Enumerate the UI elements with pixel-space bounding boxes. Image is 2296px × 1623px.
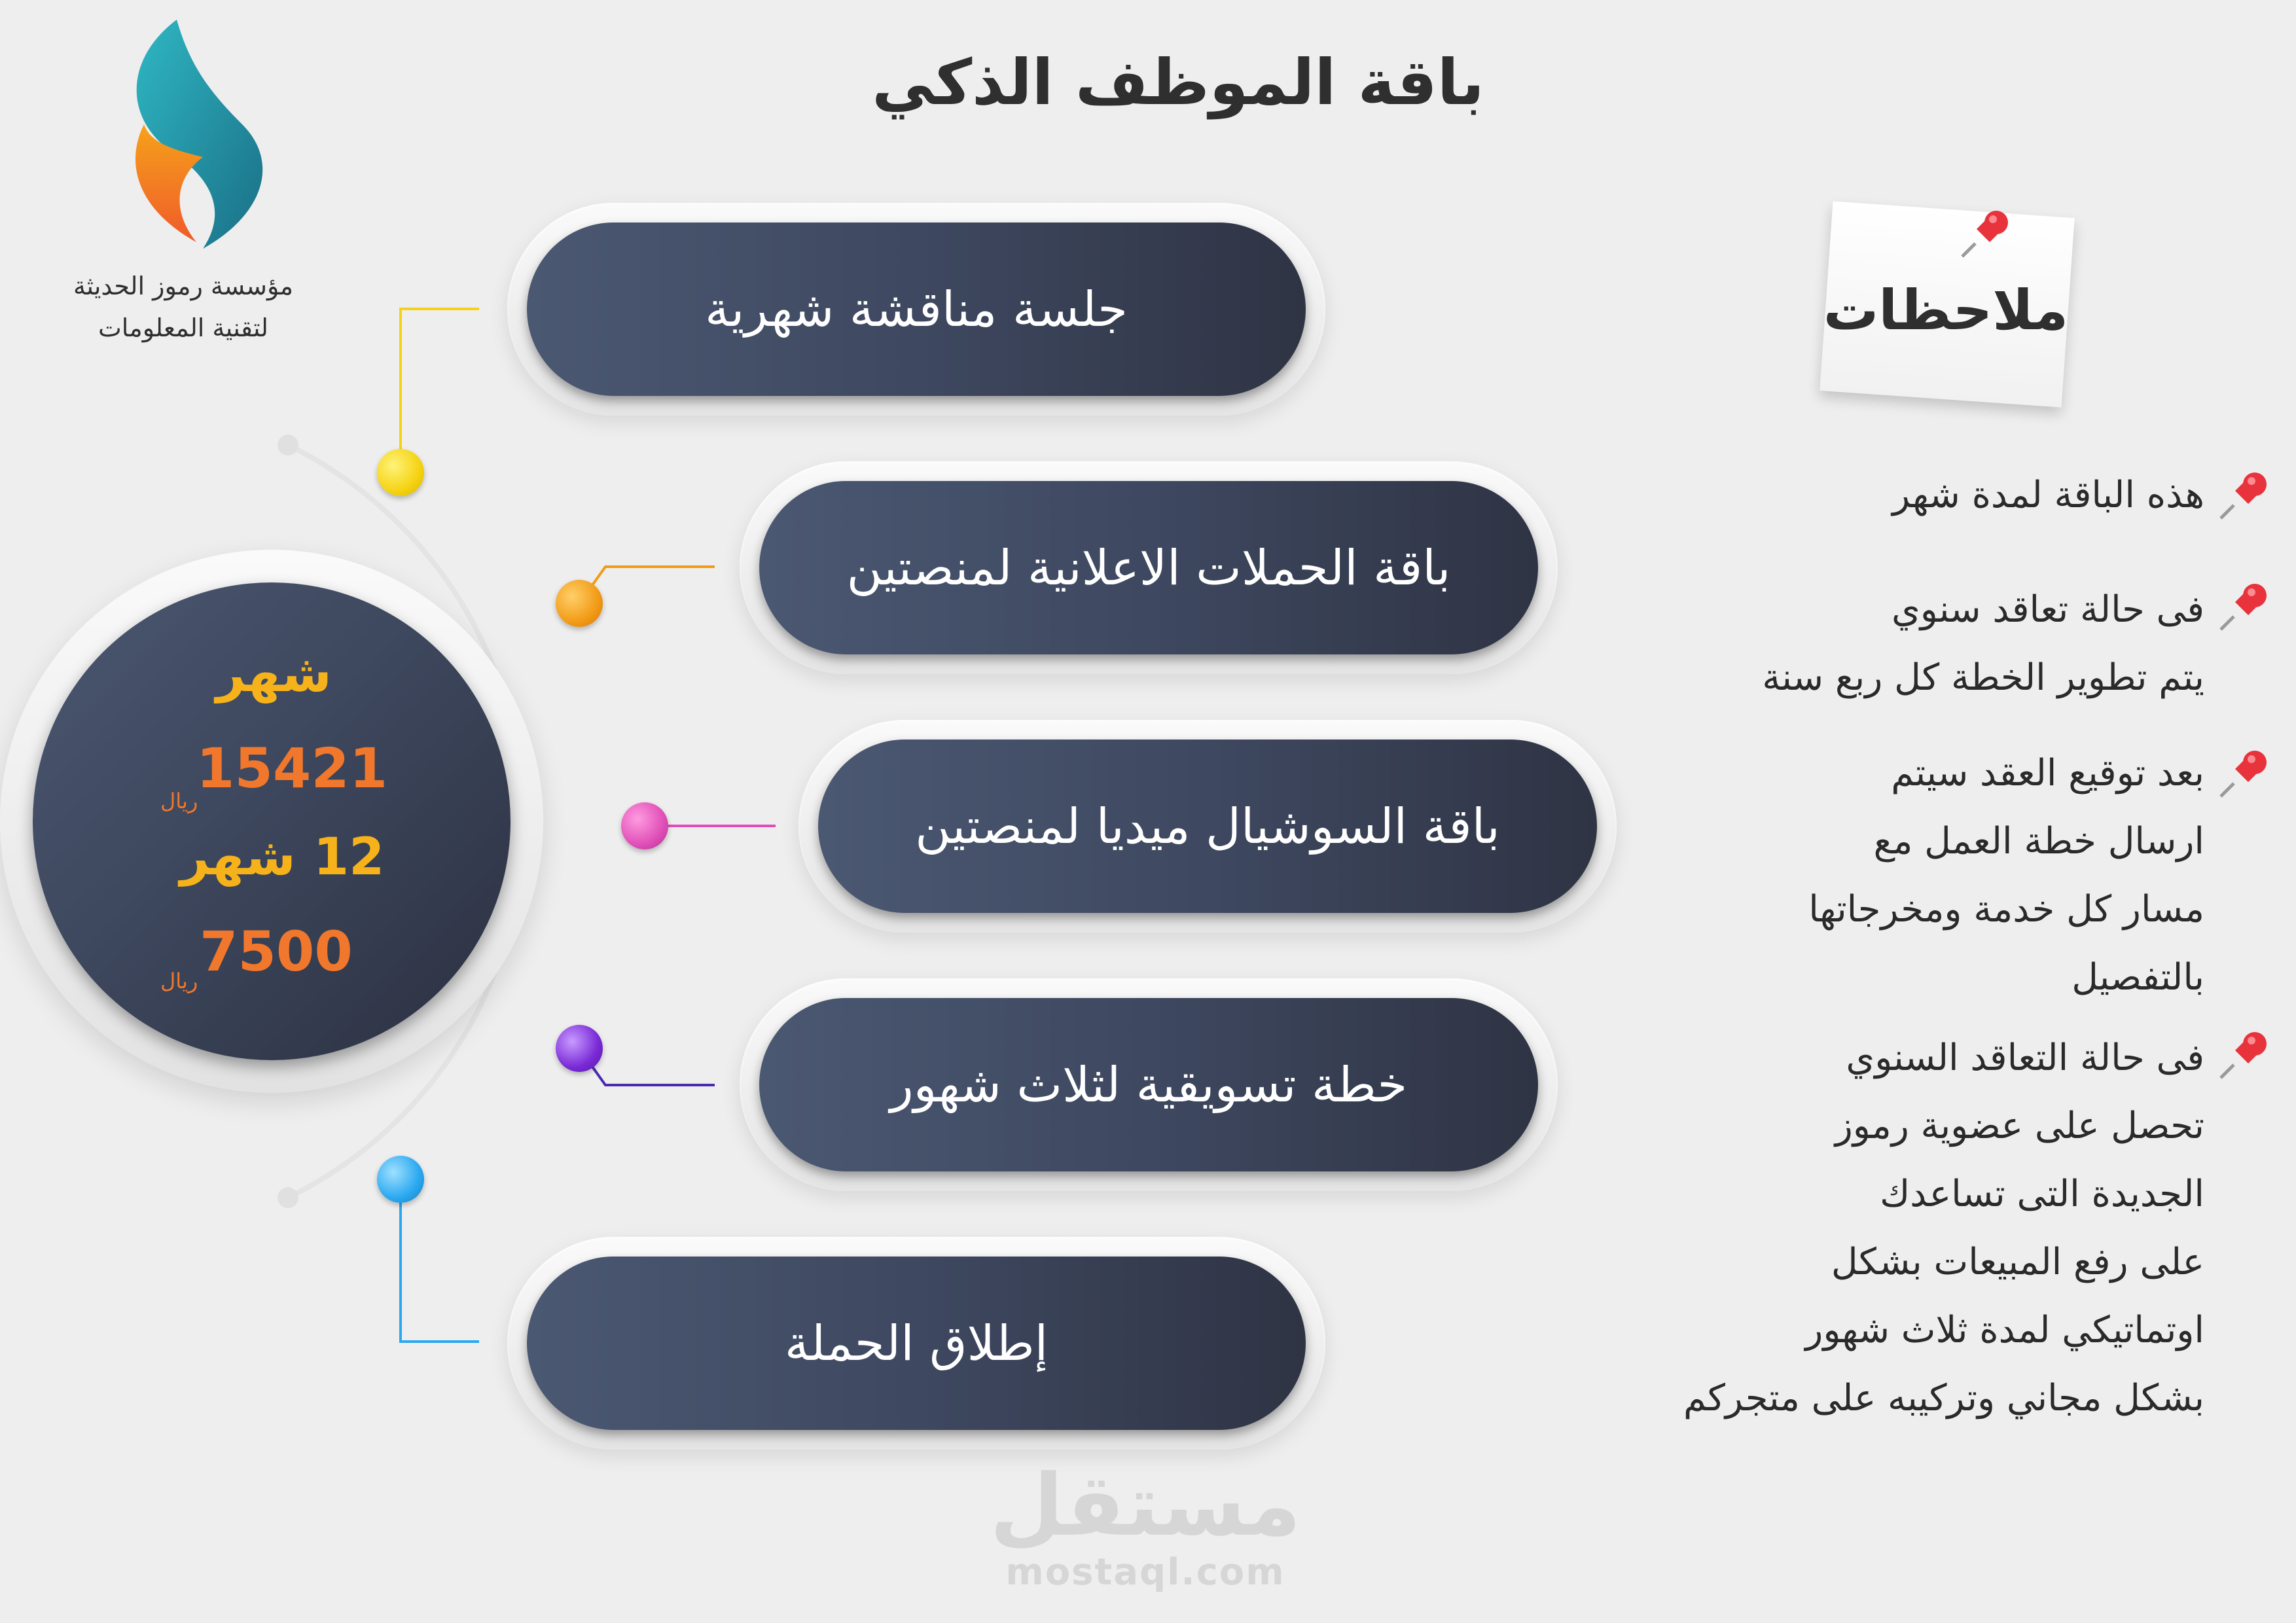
notes-heading: ملاحظات — [1823, 278, 2068, 342]
pricing-price-yearly: 7500 — [200, 919, 353, 984]
watermark-latin: mostaql.com — [1005, 1551, 1285, 1594]
service-pill-label: خطة تسويقية لثلاث شهور — [759, 998, 1538, 1171]
note-line: بالتفصيل — [2072, 956, 2204, 999]
note-line: الجديدة التى تساعدك — [1880, 1173, 2204, 1215]
watermark-arabic: مستقل — [990, 1455, 1301, 1555]
pricing-currency-monthly: ريال — [160, 789, 198, 813]
note-line: يتم تطوير الخطة كل ربع سنة — [1762, 656, 2204, 699]
timeline-dot-2 — [556, 580, 603, 627]
pushpin-icon — [2215, 576, 2274, 635]
timeline-dot-1 — [377, 449, 424, 496]
note-item-2 — [1550, 576, 2204, 712]
timeline-dot-3 — [621, 802, 668, 849]
pushpin-icon — [2215, 1024, 2274, 1083]
watermark — [982, 1455, 1309, 1594]
service-pill-5 — [507, 1237, 1325, 1450]
pushpin-icon — [2215, 743, 2274, 802]
logo-line-1: مؤسسة رموز الحديثة — [73, 272, 293, 300]
note-item-4 — [1550, 1024, 2204, 1433]
note-line: اوتماتيكي لمدة ثلاث شهور — [1805, 1309, 2204, 1351]
service-pill-label: باقة الحملات الاعلانية لمنصتين — [759, 481, 1538, 654]
pushpin-icon — [1957, 203, 2016, 262]
note-item-1 — [1550, 461, 2204, 529]
note-line: مسار كل خدمة ومخرجاتها — [1808, 888, 2204, 931]
note-item-3 — [1550, 740, 2204, 1012]
service-pill-3 — [798, 720, 1617, 933]
service-pill-label: جلسة مناقشة شهرية — [527, 223, 1306, 396]
connector-5 — [401, 1178, 479, 1342]
service-pill-1 — [507, 203, 1325, 416]
pricing-currency-yearly: ريال — [160, 969, 198, 993]
service-pill-2 — [740, 461, 1558, 674]
note-line: فى حالة التعاقد السنوي — [1846, 1037, 2204, 1079]
pricing-period-yearly: 12 شهر — [180, 828, 385, 887]
note-line: بشكل مجاني وتركيبه على متجركم — [1683, 1377, 2204, 1419]
note-line: هذه الباقة لمدة شهر — [1892, 474, 2204, 516]
pricing-price-monthly: 15421 — [196, 736, 388, 800]
service-pill-label: إطلاق الحملة — [527, 1257, 1306, 1430]
note-line: ارسال خطة العمل مع — [1873, 820, 2204, 863]
service-pill-label: باقة السوشيال ميديا لمنصتين — [818, 740, 1597, 913]
note-line: على رفع المبيعات بشكل — [1831, 1241, 2204, 1283]
service-pill-4 — [740, 978, 1558, 1191]
note-line: فى حالة تعاقد سنوي — [1891, 588, 2204, 631]
connector-1 — [401, 309, 479, 473]
timeline-dot-5 — [377, 1156, 424, 1203]
pushpin-icon — [2215, 465, 2274, 524]
page-title: باقة الموظف الذكي — [872, 46, 1484, 119]
logo-line-2: لتقنية المعلومات — [98, 313, 268, 342]
note-line: بعد توقيع العقد سيتم — [1891, 752, 2204, 794]
timeline-dot-4 — [556, 1025, 603, 1072]
note-line: تحصل على عضوية رموز — [1835, 1105, 2204, 1147]
pricing-period-monthly: شهر — [216, 645, 332, 704]
